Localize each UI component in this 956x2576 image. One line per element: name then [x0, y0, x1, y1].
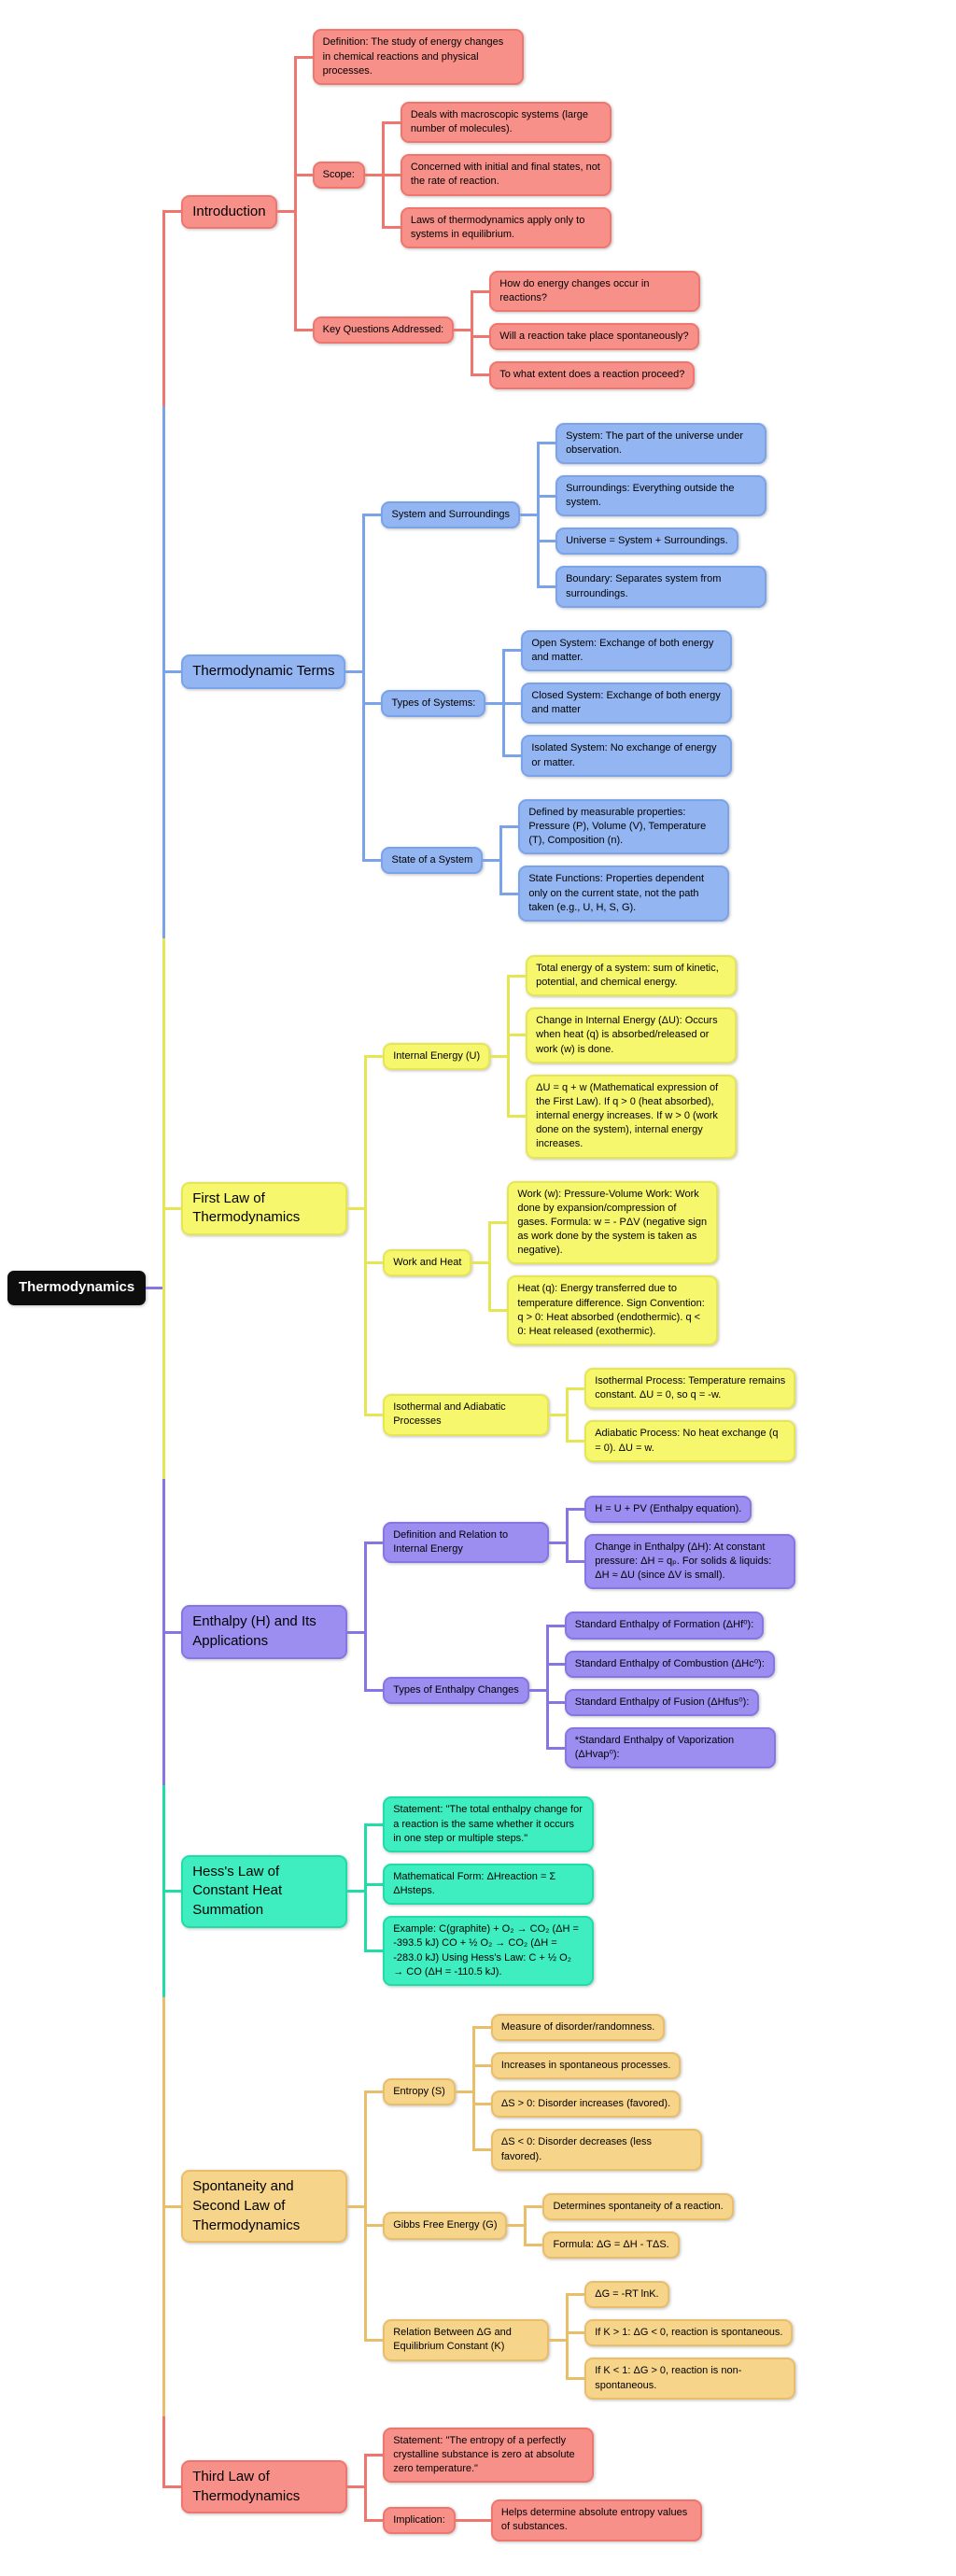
connector-stub	[520, 514, 537, 516]
leaf-node[interactable]: *Standard Enthalpy of Vaporization (ΔHvap⁰):	[565, 1727, 776, 1768]
branch	[181, 1485, 795, 1781]
leaf-node[interactable]: Universe = System + Surroundings.	[555, 528, 738, 555]
connector-stub	[485, 702, 502, 705]
topic-node[interactable]: Entropy (S)	[383, 2078, 456, 2105]
leaf-node[interactable]: Formula: ΔG = ΔH - TΔS.	[542, 2231, 679, 2259]
branch	[491, 2129, 702, 2170]
tree-child	[507, 1002, 737, 1069]
tree-child	[471, 265, 700, 317]
tree-child	[364, 2182, 795, 2270]
leaf-node[interactable]: Adiabatic Process: No heat exchange (q = 0). ΔU = w.	[584, 1420, 795, 1461]
branch	[565, 1612, 765, 1639]
leaf-node[interactable]: ΔG = -RT lnK.	[584, 2281, 668, 2308]
branch	[489, 271, 700, 312]
tree-child	[162, 2416, 795, 2558]
tree-child	[364, 1858, 594, 1910]
branch	[521, 683, 732, 724]
topic-node[interactable]: Internal Energy (U)	[383, 1043, 490, 1070]
branch	[491, 2499, 702, 2541]
connector-stub	[483, 859, 499, 862]
tree-child	[499, 860, 729, 927]
tree-child	[162, 406, 795, 938]
branch	[542, 2231, 679, 2259]
branch	[383, 2428, 594, 2484]
tree-child	[362, 412, 766, 619]
branch	[526, 1075, 737, 1159]
topic-node[interactable]: System and Surroundings	[381, 501, 520, 528]
connector-stub	[347, 1631, 364, 1634]
leaf-node[interactable]: System: The part of the universe under observation.	[555, 423, 766, 464]
branch	[181, 412, 766, 933]
tree-child	[364, 1600, 795, 1780]
leaf-node[interactable]: Isothermal Process: Temperature remains constant. ΔU = 0, so q = -w.	[584, 1368, 795, 1409]
branch	[565, 1651, 775, 1678]
tree-child	[507, 1069, 737, 1164]
branch	[313, 29, 524, 85]
root-node[interactable]: Thermodynamics	[7, 1271, 146, 1305]
leaf-node[interactable]: Isolated System: No exchange of energy or matter.	[521, 735, 732, 776]
branch	[181, 1791, 594, 1992]
children-group	[502, 625, 732, 782]
tree-child	[566, 2352, 795, 2404]
tree-child	[382, 148, 612, 201]
topic-node[interactable]: Implication:	[383, 2507, 456, 2534]
tree-child	[546, 1645, 776, 1683]
branch	[313, 265, 701, 395]
children-group	[364, 1485, 795, 1781]
branch	[584, 2358, 795, 2399]
branch	[518, 866, 729, 922]
tree-child	[362, 788, 766, 933]
tree-child	[488, 1270, 718, 1351]
branch	[565, 1689, 760, 1716]
children-group	[364, 2422, 702, 2553]
branch	[383, 1606, 776, 1774]
tree-child	[364, 944, 795, 1170]
tree-child	[382, 202, 612, 254]
branch	[507, 1181, 718, 1265]
branch	[383, 2008, 702, 2176]
leaf-node[interactable]: Total energy of a system: sum of kinetic, potential, and chemical energy.	[526, 955, 737, 996]
topic-node[interactable]: Key Questions Addressed:	[313, 317, 455, 344]
tree-child	[364, 1485, 795, 1601]
branch	[555, 423, 766, 464]
tree-child	[294, 23, 701, 91]
tree-child	[472, 2008, 702, 2047]
children-group	[471, 265, 700, 395]
tree-child	[566, 1490, 795, 1528]
branch	[584, 2281, 668, 2308]
tree-child	[537, 470, 766, 522]
connector-stub	[347, 1890, 364, 1893]
children-group	[294, 23, 701, 400]
branch	[584, 2319, 793, 2346]
branch-node[interactable]: Hess's Law of Constant Heat Summation	[181, 1855, 347, 1928]
leaf-node[interactable]: Boundary: Separates system from surroundings.	[555, 566, 766, 607]
tree-child	[364, 2422, 702, 2489]
connector-stub	[471, 1261, 488, 1264]
tree-child	[566, 2275, 795, 2314]
leaf-node[interactable]: Increases in spontaneous processes.	[491, 2052, 682, 2079]
leaf-node[interactable]: Open System: Exchange of both energy and matter.	[521, 630, 732, 671]
branch-node[interactable]: Third Law of Thermodynamics	[181, 2460, 347, 2513]
branch	[555, 475, 766, 516]
leaf-node[interactable]: Helps determine absolute entropy values of substances.	[491, 2499, 702, 2541]
leaf-node[interactable]: Statement: "The entropy of a perfectly crystalline substance is zero at absolute zero temperature."	[383, 2428, 594, 2484]
branch	[383, 1864, 594, 1905]
tree-child	[507, 950, 737, 1002]
topic-node[interactable]: Relation Between ΔG and Equilibrium Constant (K)	[383, 2319, 549, 2360]
connector-stub	[345, 670, 362, 673]
branch	[383, 2494, 702, 2546]
children-group	[364, 2003, 795, 2411]
children-group	[162, 18, 795, 2557]
tree-child	[471, 317, 700, 356]
tree-child	[364, 1357, 795, 1473]
branch	[383, 1916, 594, 1986]
tree-child	[546, 1606, 776, 1644]
leaf-node[interactable]: Determines spontaneity of a reaction.	[542, 2193, 733, 2220]
connector-stub	[146, 1287, 162, 1289]
tree-child	[294, 260, 701, 401]
children-group	[507, 950, 737, 1164]
branch	[181, 944, 795, 1473]
tree-child	[537, 522, 766, 560]
leaf-node[interactable]: H = U + PV (Enthalpy equation).	[584, 1496, 752, 1523]
branch	[181, 2422, 702, 2553]
tree-child	[162, 938, 795, 1479]
branch	[526, 1007, 737, 1063]
tree-child	[566, 1528, 795, 1596]
topic-node[interactable]: Definition and Relation to Internal Energy	[383, 1522, 549, 1563]
tree-child	[364, 2003, 795, 2182]
branch	[542, 2193, 733, 2220]
leaf-node[interactable]: How do energy changes occur in reactions?	[489, 271, 700, 312]
branch	[491, 2014, 665, 2041]
connector-stub	[507, 2224, 524, 2227]
tree-child	[472, 2047, 702, 2085]
tree-child	[364, 2270, 795, 2411]
connector-stub	[454, 329, 471, 331]
children-group	[499, 794, 729, 927]
branch	[383, 1490, 795, 1596]
branch-node[interactable]: First Law of Thermodynamics	[181, 1182, 347, 1235]
children-group	[546, 1606, 776, 1774]
topic-node[interactable]: Isothermal and Adiabatic Processes	[383, 1394, 549, 1435]
connector-stub	[549, 1541, 566, 1544]
branch	[401, 154, 612, 195]
branch	[401, 207, 612, 248]
tree-child	[566, 1415, 795, 1467]
leaf-node[interactable]: Closed System: Exchange of both energy and matter	[521, 683, 732, 724]
tree-child	[488, 1175, 718, 1271]
branch	[383, 1362, 795, 1468]
children-group	[566, 1362, 795, 1468]
connector-stub	[549, 1414, 566, 1416]
tree-child	[472, 2123, 702, 2175]
leaf-node[interactable]: Change in Internal Energy (ΔU): Occurs when heat (q) is absorbed/released or work (w) is done.	[526, 1007, 737, 1063]
leaf-node[interactable]: ΔU = q + w (Mathematical expression of the First Law). If q > 0 (heat absorbed), internal energy increases. If w > 0 (work done on the system), internal energy increases.	[526, 1075, 737, 1159]
leaf-node[interactable]: Mathematical Form: ΔHreaction = Σ ΔHsteps.	[383, 1864, 594, 1905]
branch-node[interactable]: Spontaneity and Second Law of Thermodynamics	[181, 2170, 347, 2243]
branch	[584, 1496, 752, 1523]
tree-child	[162, 1997, 795, 2416]
leaf-node[interactable]: Surroundings: Everything outside the system.	[555, 475, 766, 516]
tree-child	[546, 1683, 776, 1722]
tree-child	[294, 91, 701, 260]
children-group	[382, 96, 612, 254]
connector-stub	[549, 2339, 566, 2342]
tree-child	[162, 1785, 795, 1997]
branch	[555, 566, 766, 607]
branch	[584, 1534, 795, 1590]
children-group	[566, 1490, 795, 1596]
branch	[383, 2188, 733, 2264]
branch	[383, 950, 737, 1164]
leaf-node[interactable]: ΔS > 0: Disorder increases (favored).	[491, 2090, 681, 2118]
leaf-node[interactable]: Heat (q): Energy transferred due to temperature difference. Sign Convention: q > 0: Heat absorbed (endothermic). q < 0: Heat released (exothermic).	[507, 1275, 718, 1345]
tree-child	[162, 1479, 795, 1786]
topic-node[interactable]: State of a System	[381, 847, 483, 874]
branch	[181, 23, 700, 400]
tree-child	[382, 96, 612, 148]
connector-stub	[347, 2205, 364, 2208]
leaf-node[interactable]: Statement: "The total enthalpy change for a reaction is the same whether it occurs in one step or multiple steps."	[383, 1796, 594, 1852]
leaf-node[interactable]: Change in Enthalpy (ΔH): At constant pressure: ΔH = qₚ. For solids & liquids: ΔH ≈ ΔU (since ΔV is small).	[584, 1534, 795, 1590]
connector-stub	[490, 1055, 507, 1058]
leaf-node[interactable]: Work (w): Pressure-Volume Work: Work done by expansion/compression of gases. Formula: w = - PΔV (negative sign as work done by the system is taken as negative).	[507, 1181, 718, 1265]
branch	[584, 1420, 795, 1461]
leaf-node[interactable]: Example: C(graphite) + O₂ → CO₂ (ΔH = -393.5 kJ) CO + ½ O₂ → CO₂ (ΔH = -283.0 kJ) Using Hess's Law: C + ½ O₂ → CO (ΔH = -110.5 kJ).	[383, 1916, 594, 1986]
branch-node[interactable]: Thermodynamic Terms	[181, 655, 345, 689]
branch	[7, 18, 795, 2557]
children-group	[472, 2494, 702, 2546]
branch	[491, 2052, 682, 2079]
tree-child	[472, 2494, 702, 2546]
tree-child	[537, 417, 766, 470]
leaf-node[interactable]: State Functions: Properties dependent only on the current state, not the path taken (e.g., U, H, S, G).	[518, 866, 729, 922]
tree-child	[364, 1170, 795, 1358]
leaf-node[interactable]: Will a reaction take place spontaneously?	[489, 323, 698, 350]
tree-child	[502, 677, 732, 729]
tree-child	[566, 2314, 795, 2352]
topic-node[interactable]: Work and Heat	[383, 1249, 471, 1276]
connector-stub	[456, 2090, 472, 2093]
tree-child	[472, 2085, 702, 2123]
leaf-node[interactable]: To what extent does a reaction proceed?	[489, 361, 695, 388]
branch	[489, 361, 695, 388]
branch	[381, 417, 766, 613]
topic-node[interactable]: Gibbs Free Energy (G)	[383, 2212, 507, 2239]
connector-stub	[365, 174, 382, 176]
branch	[518, 799, 729, 855]
branch	[383, 1175, 718, 1352]
leaf-node[interactable]: Standard Enthalpy of Fusion (ΔHfus⁰):	[565, 1689, 760, 1716]
children-group	[524, 2188, 733, 2264]
leaf-node[interactable]: If K > 1: ΔG < 0, reaction is spontaneous.	[584, 2319, 793, 2346]
connector-stub	[456, 2519, 472, 2522]
children-group	[566, 2275, 795, 2405]
connector-stub	[347, 2485, 364, 2488]
connector-stub	[347, 1207, 364, 1210]
leaf-node[interactable]: Laws of thermodynamics apply only to systems in equilibrium.	[401, 207, 612, 248]
tree-child	[546, 1722, 776, 1774]
branch	[491, 2090, 681, 2118]
branch	[383, 2275, 795, 2405]
leaf-node[interactable]: Definition: The study of energy changes in chemical reactions and physical processes.	[313, 29, 524, 85]
branch	[526, 955, 737, 996]
topic-node[interactable]: Types of Enthalpy Changes	[383, 1677, 529, 1704]
branch	[507, 1275, 718, 1345]
branch	[381, 794, 729, 927]
leaf-node[interactable]: Standard Enthalpy of Combustion (ΔHc⁰):	[565, 1651, 775, 1678]
tree-child	[524, 2188, 733, 2226]
children-group	[364, 944, 795, 1473]
children-group	[364, 1791, 594, 1992]
leaf-node[interactable]: Measure of disorder/randomness.	[491, 2014, 665, 2041]
leaf-node[interactable]: Defined by measurable properties: Pressure (P), Volume (V), Temperature (T), Composition (n).	[518, 799, 729, 855]
tree-child	[502, 729, 732, 781]
connector-stub	[529, 1689, 546, 1692]
branch	[521, 630, 732, 671]
branch	[489, 323, 698, 350]
leaf-node[interactable]: Concerned with initial and final states, not the rate of reaction.	[401, 154, 612, 195]
tree-child	[566, 1362, 795, 1415]
children-group	[537, 417, 766, 613]
tree-child	[499, 794, 729, 861]
branch	[584, 1368, 795, 1409]
branch	[181, 2003, 795, 2411]
branch	[555, 528, 738, 555]
branch	[565, 1727, 776, 1768]
branch-node[interactable]: Introduction	[181, 195, 276, 230]
branch	[381, 625, 732, 782]
children-group	[362, 412, 766, 933]
connector-stub	[277, 210, 294, 213]
tree-child	[502, 625, 732, 677]
tree-child	[471, 356, 700, 394]
children-group	[472, 2008, 702, 2176]
branch-node[interactable]: Enthalpy (H) and Its Applications	[181, 1605, 347, 1658]
branch	[521, 735, 732, 776]
topic-node[interactable]: Types of Systems:	[381, 690, 485, 717]
leaf-node[interactable]: Deals with macroscopic systems (large number of molecules).	[401, 102, 612, 143]
tree-child	[364, 2488, 702, 2552]
branch	[383, 1796, 594, 1852]
tree-child	[537, 560, 766, 612]
tree-child	[364, 1910, 594, 1992]
tree-child	[364, 1791, 594, 1858]
tree-child	[162, 18, 795, 405]
branch	[313, 96, 612, 254]
leaf-node[interactable]: ΔS < 0: Disorder decreases (less favored).	[491, 2129, 702, 2170]
children-group	[488, 1175, 718, 1352]
topic-node[interactable]: Scope:	[313, 162, 365, 189]
tree-child	[362, 619, 766, 788]
leaf-node[interactable]: Standard Enthalpy of Formation (ΔHf⁰):	[565, 1612, 765, 1639]
branch	[401, 102, 612, 143]
tree-child	[524, 2226, 733, 2264]
leaf-node[interactable]: If K < 1: ΔG > 0, reaction is non-spontaneous.	[584, 2358, 795, 2399]
